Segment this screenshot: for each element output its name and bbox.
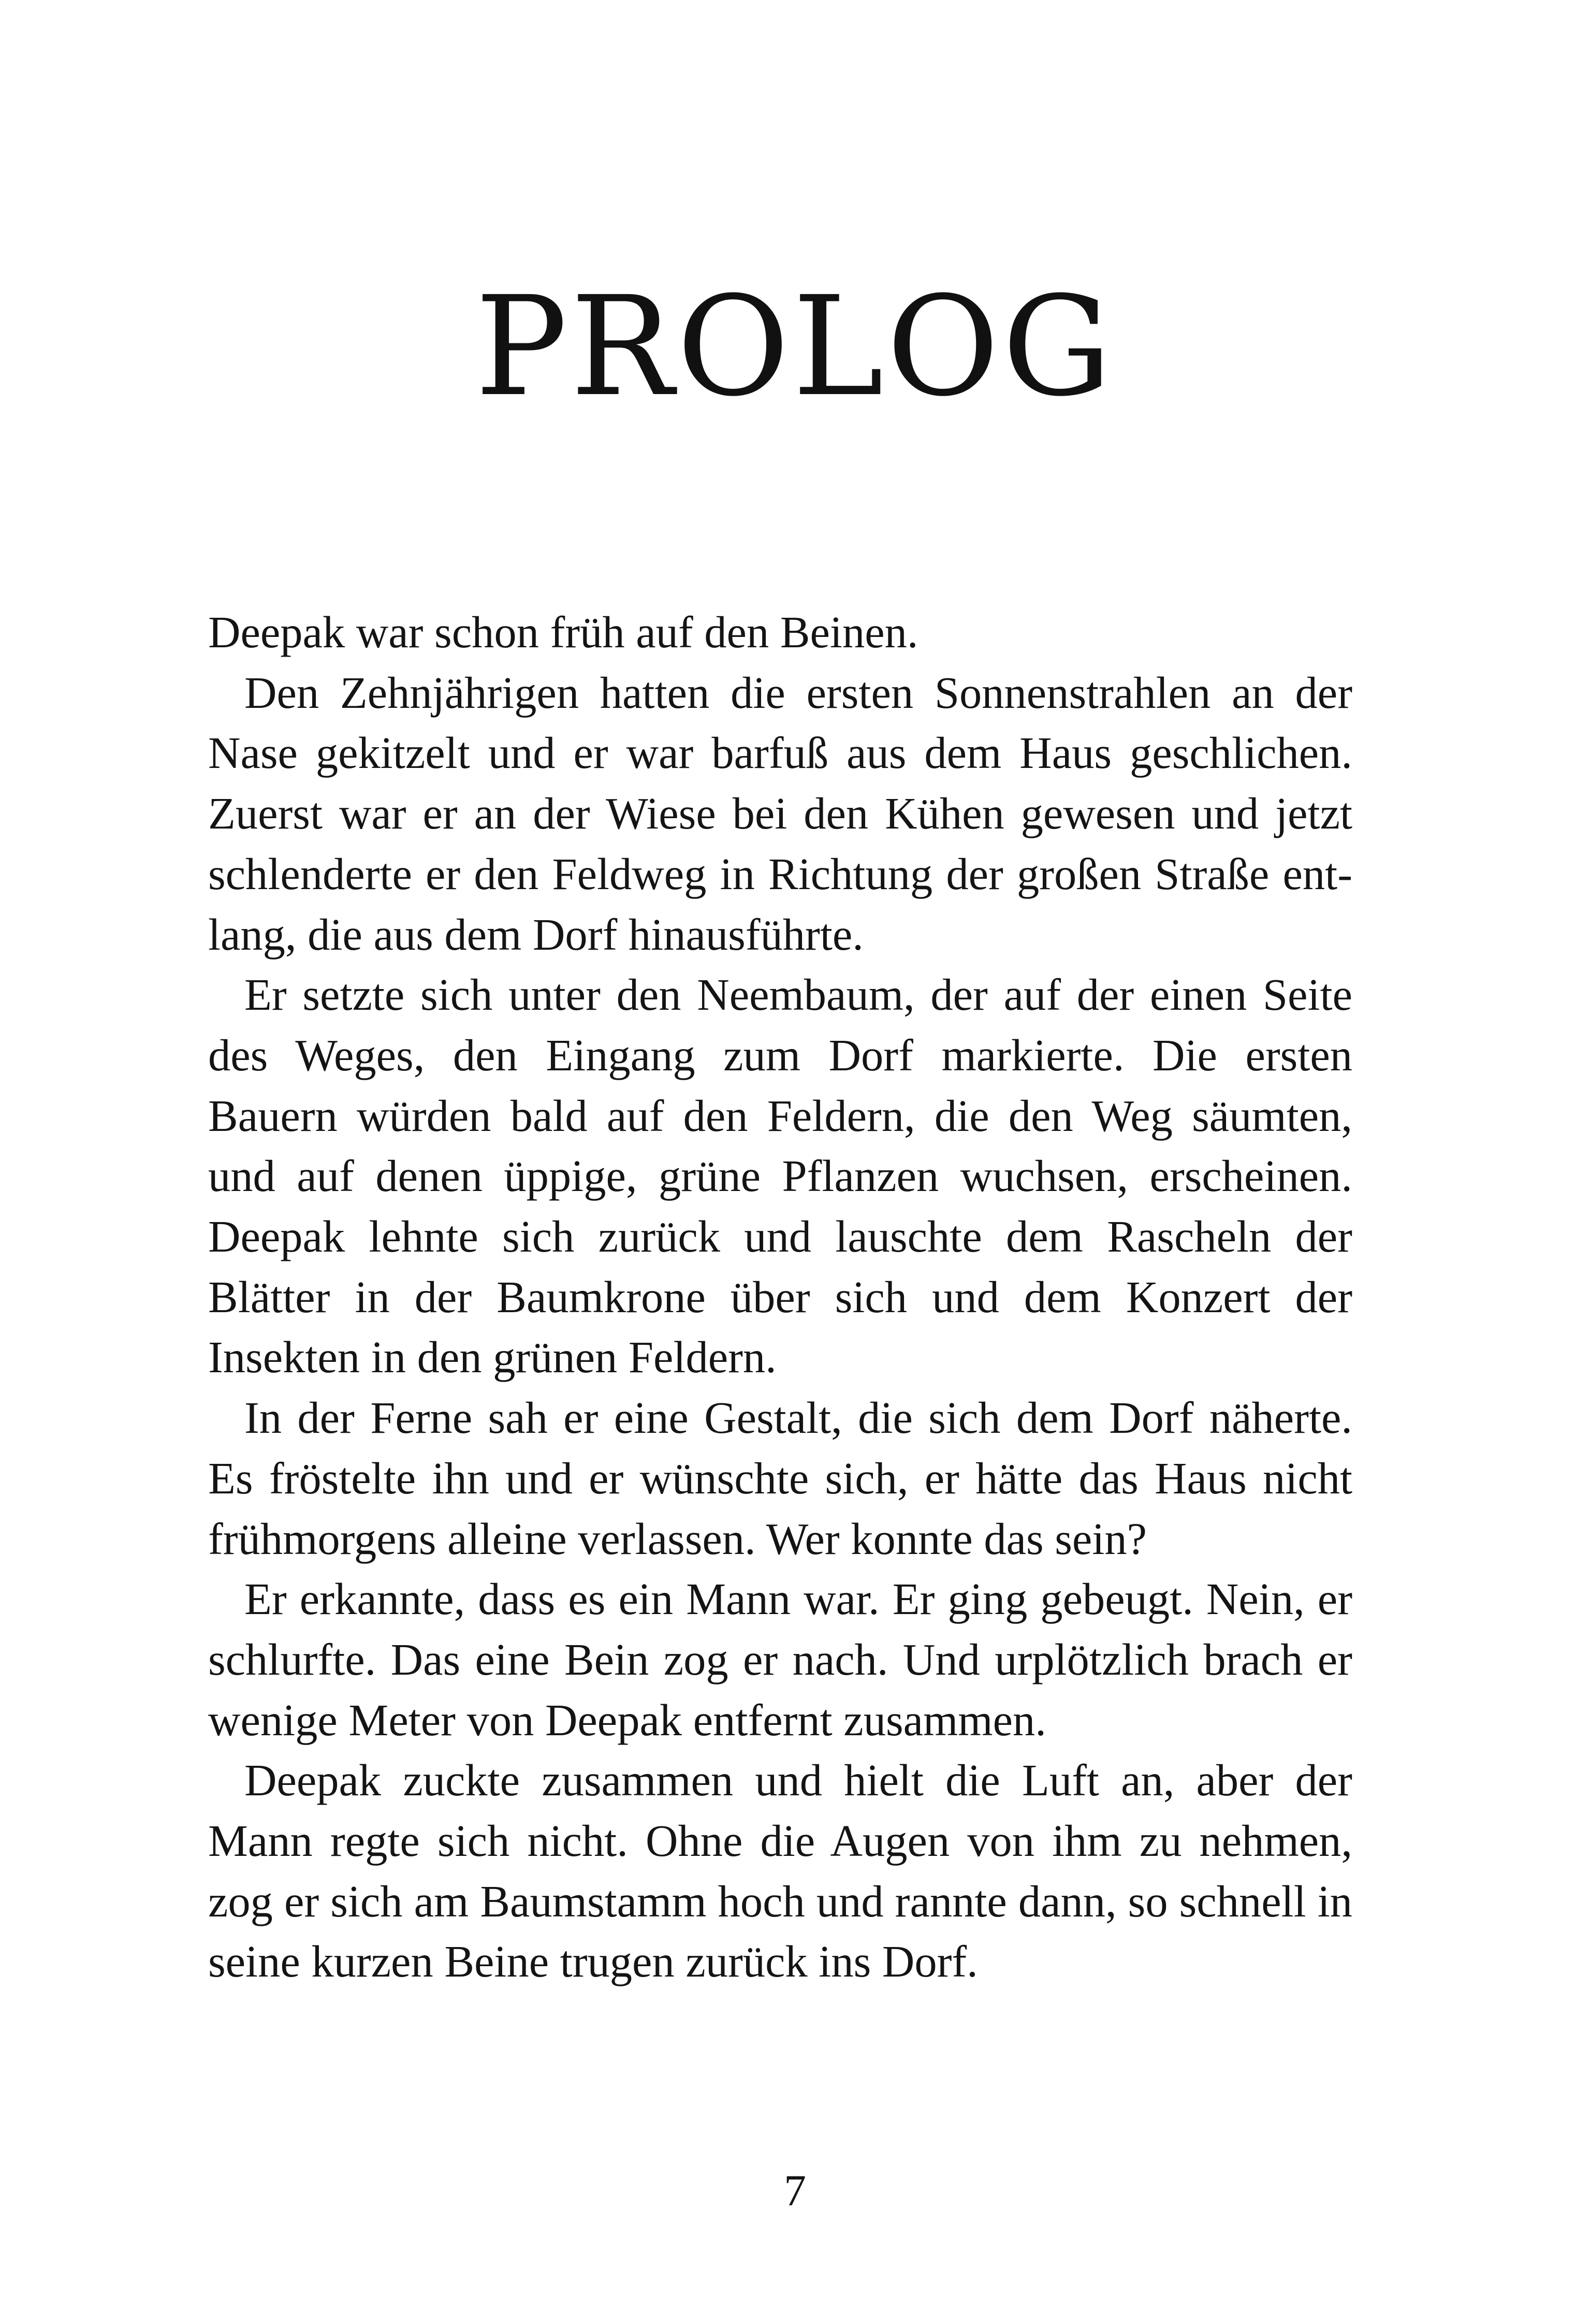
paragraph: In der Ferne sah er eine Gestalt, die sich dem Dorf näherte. Es fröstelte ihn und er wünschte sich, er hätte das Haus nicht frühmorgens alleine verlassen. Wer konnte das sein? xyxy=(208,1393,1352,1564)
paragraph: Er erkannte, dass es ein Mann war. Er ging gebeugt. Nein, er schlurfte. Das eine Bein zog er nach. Und urplötzlich brach er wenige Meter von Deepak entfernt zusammen. xyxy=(208,1574,1352,1745)
paragraph: Er setzte sich unter den Neembaum, der auf der einen Seite des Weges, den Eingang zum Dorf markierte. Die ersten Bauern würden bald auf den Feldern, die den Weg säumten, und auf denen üppige, grüne Pflanzen wuchsen, erscheinen. Deepak lehnte sich zurück und lauschte dem Rascheln der Blätter in der Baumkrone über sich und dem Konzert der Insekten in den grünen Feldern. xyxy=(208,970,1352,1383)
paragraph: Deepak zuckte zusammen und hielt die Luft an, aber der Mann regte sich nicht. Ohne die Augen von ihm zu nehmen, zog er sich am Baumstamm hoch und rannte dann, so schnell in seine kurzen Beine trugen zurück ins Dorf. xyxy=(208,1755,1352,1987)
paragraph: Den Zehnjährigen hatten die ersten Sonnenstrahlen an der Nase gekitzelt und er war barfuß aus dem Haus geschlichen. Zuerst war er an der Wiese bei den Kühen gewesen und jetzt schlenderte er den Feldweg in Richtung der großen Straße entlang, die aus dem Dorf hinausführte. xyxy=(208,667,1352,960)
paragraph: Deepak war schon früh auf den Beinen. xyxy=(208,607,918,657)
body-text xyxy=(208,602,1352,1992)
page-number: 7 xyxy=(784,2166,806,2215)
chapter-title: PROLOG xyxy=(475,267,1115,427)
